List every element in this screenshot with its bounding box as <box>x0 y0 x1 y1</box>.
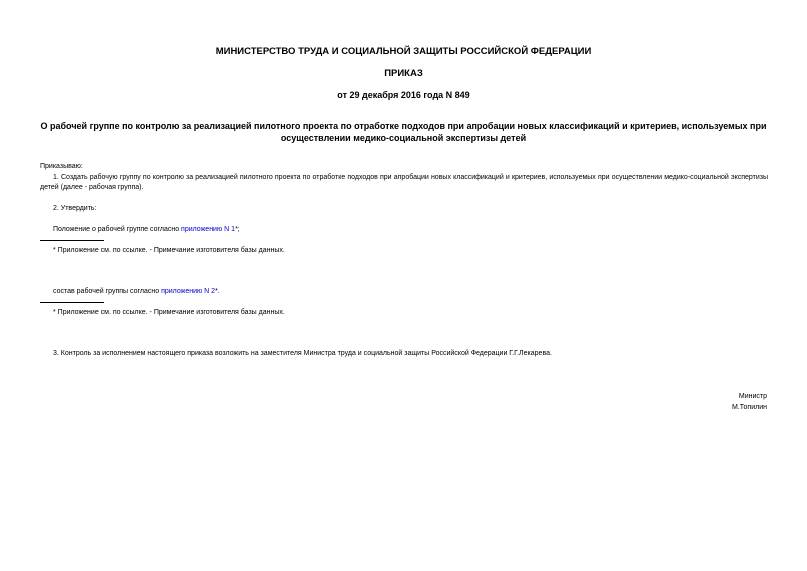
footnote-2: * Приложение см. по ссылке. - Примечание изготовителя базы данных. <box>53 309 285 316</box>
approve-2-suffix: *. <box>215 288 220 295</box>
approve-1-suffix: *; <box>235 226 240 233</box>
signature-position: Министр <box>738 393 767 400</box>
footnote-divider-1 <box>40 240 104 241</box>
footnote-divider-2 <box>40 302 104 303</box>
appendix-1-link[interactable]: приложению N 1 <box>181 226 236 233</box>
item-2-paragraph: 2. Утвердить: <box>53 205 97 212</box>
document-title: О рабочей группе по контролю за реализацией пилотного проекта по отработке подходов при апробации новых классификаций и критериев, используемых при осуществлении медико-социальной экспертизы детей <box>40 121 767 143</box>
item-1-paragraph: 1. Создать рабочую группу по контролю за реализацией пилотного проекта по отработке подходов при апробации новых классификаций и критериев, используемых при осуществлении медико-социальной экспертизы детей (далее - рабочая группа). <box>40 174 768 191</box>
approve-2-prefix: состав рабочей группы согласно <box>53 288 162 295</box>
appendix-2-link[interactable]: приложению N 2 <box>161 288 216 295</box>
signature-name: М.Топилин <box>732 404 767 411</box>
ministry-heading: МИНИСТЕРСТВО ТРУДА И СОЦИАЛЬНОЙ ЗАЩИТЫ РОССИЙСКОЙ ФЕДЕРАЦИИ <box>215 46 592 57</box>
item-3-paragraph: 3. Контроль за исполнением настоящего приказа возложить на заместителя Министра труда и социальной защиты Российской Федерации Г.Г.Лекарева. <box>53 350 552 357</box>
doc-type-heading: ПРИКАЗ <box>384 68 423 79</box>
date-number-heading: от 29 декабря 2016 года N 849 <box>337 90 470 100</box>
approve-1-line <box>53 225 240 235</box>
order-word: Приказываю: <box>40 163 83 170</box>
approve-1-prefix: Положение о рабочей группе согласно <box>53 226 182 233</box>
footnote-1: * Приложение см. по ссылке. - Примечание изготовителя базы данных. <box>53 247 285 254</box>
approve-2-line <box>53 287 220 297</box>
